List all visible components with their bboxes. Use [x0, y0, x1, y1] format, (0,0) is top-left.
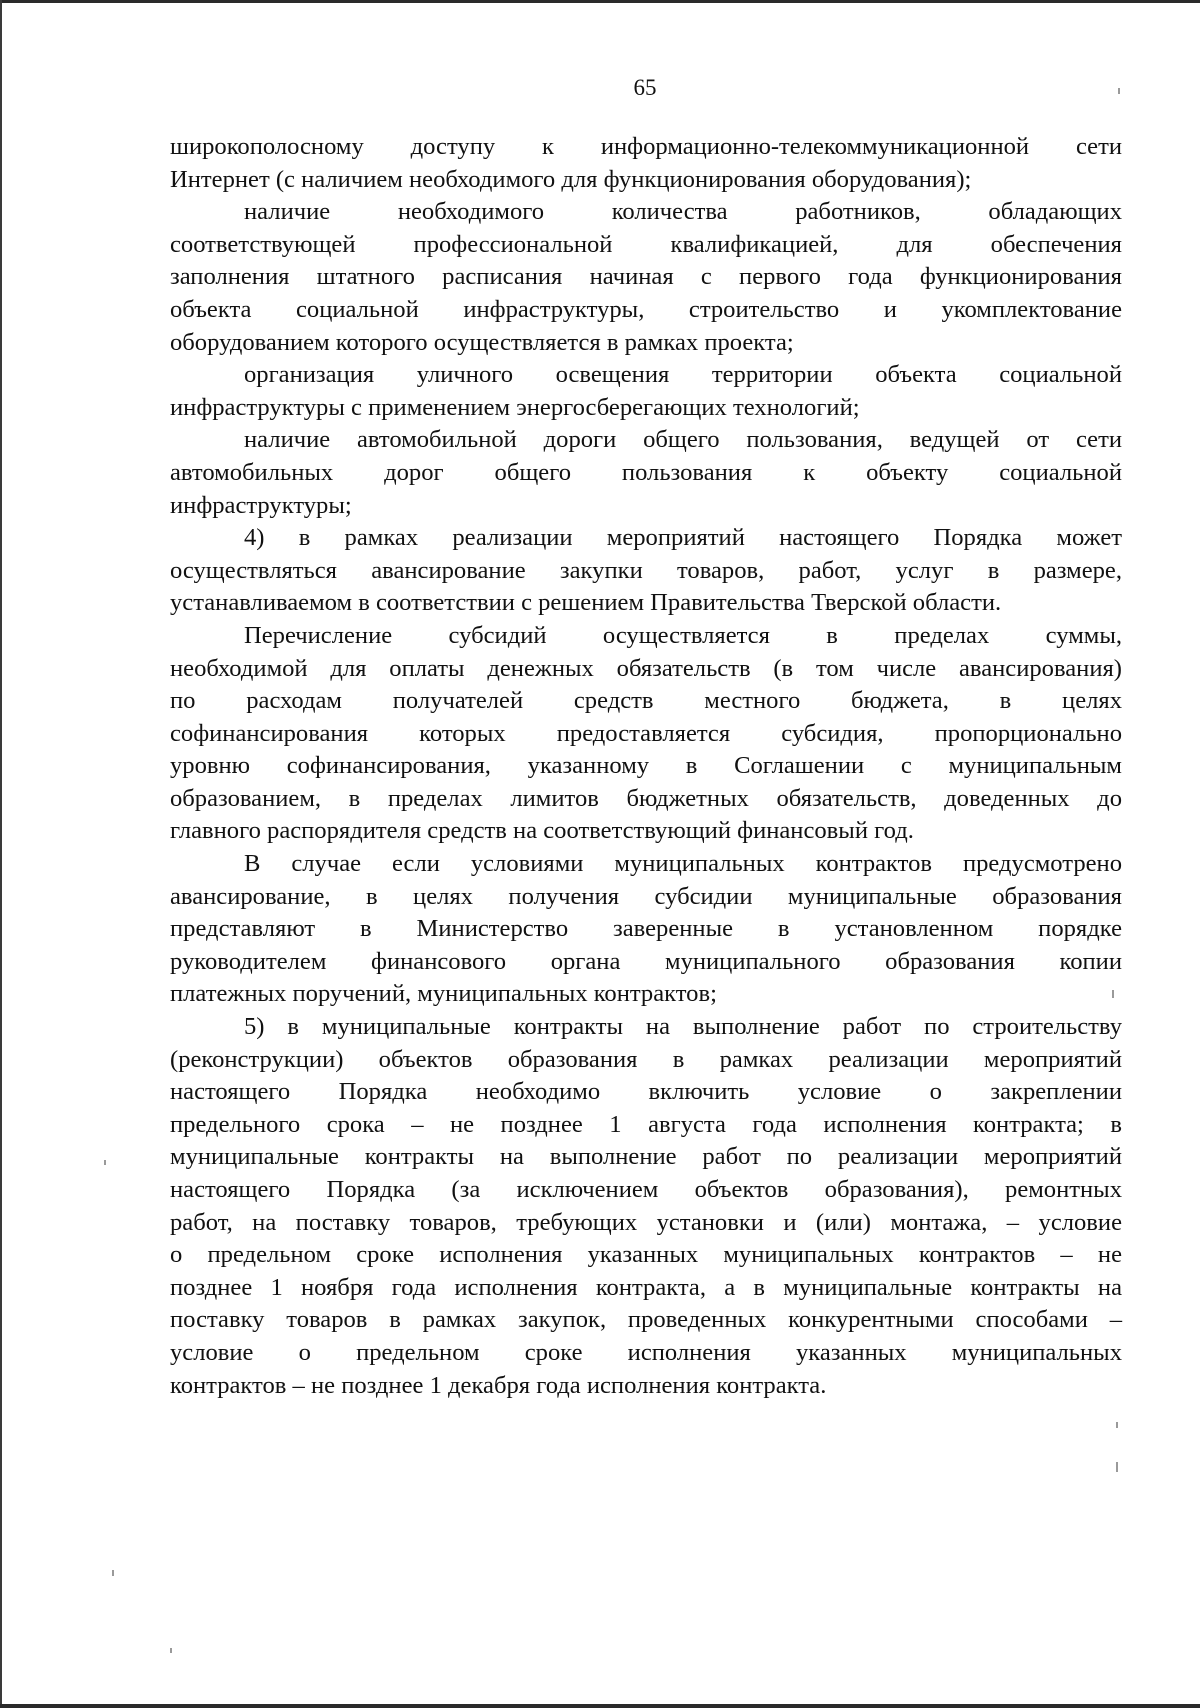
paragraph — [170, 620, 1122, 848]
text-line: предельного срока – не позднее 1 августа года исполнения контракта; в — [170, 1110, 1122, 1138]
text-line: настоящего Порядка (за исключением объектов образования), ремонтных — [170, 1176, 1122, 1203]
text-line: муниципальные контракты на выполнение работ по реализации мероприятий — [170, 1143, 1122, 1171]
text-line: заполнения штатного расписания начиная с первого года функционирования — [170, 263, 1122, 291]
text-line: объекта социальной инфраструктуры, строительство и укомплектование — [170, 295, 1122, 323]
scan-edge-bottom — [0, 1704, 1200, 1708]
text-line: настоящего Порядка необходимо включить условие о закреплении — [170, 1078, 1122, 1106]
paragraph — [170, 424, 1122, 522]
document-body — [170, 131, 1122, 1402]
text-line: оборудованием которого осуществляется в рамках проекта; — [170, 328, 794, 356]
paragraph — [170, 1011, 1122, 1402]
text-line: главного распорядителя средств на соответствующий финансовый год. — [170, 817, 914, 845]
scan-edge-left — [0, 0, 2, 1708]
text-line: наличие необходимого количества работников, обладающих — [244, 198, 1122, 226]
text-line: условие о предельном сроке исполнения указанных муниципальных — [170, 1338, 1122, 1366]
text-line: соответствующей профессиональной квалификацией, для обеспечения — [170, 230, 1122, 258]
text-line: работ, на поставку товаров, требующих установки и (или) монтажа, – условие — [170, 1208, 1122, 1236]
paragraph — [170, 196, 1122, 359]
page-number: 65 — [633, 75, 657, 100]
text-line: осуществляться авансирование закупки товаров, работ, услуг в размере, — [170, 556, 1122, 584]
text-line: 4) в рамках реализации мероприятий настоящего Порядка может — [244, 524, 1122, 552]
text-line: о предельном сроке исполнения указанных муниципальных контрактов – не — [170, 1241, 1122, 1269]
text-line: руководителем финансового органа муниципального образования копии — [170, 947, 1122, 975]
text-line: образованием, в пределах лимитов бюджетных обязательств, доведенных до — [170, 784, 1122, 812]
text-line: авансирование, в целях получения субсидии муниципальные образования — [170, 882, 1122, 910]
text-line: позднее 1 ноября года исполнения контракта, а в муниципальные контракты на — [170, 1273, 1122, 1301]
text-line: по расходам получателей средств местного бюджета, в целях — [170, 687, 1122, 715]
text-line: Перечисление субсидий осуществляется в пределах суммы, — [244, 621, 1122, 649]
text-line: контрактов – не позднее 1 декабря года исполнения контракта. — [170, 1371, 827, 1399]
text-line: софинансирования которых предоставляется субсидия, пропорционально — [170, 719, 1122, 747]
text-line: 5) в муниципальные контракты на выполнение работ по строительству — [244, 1013, 1122, 1041]
text-line: инфраструктуры с применением энергосберегающих технологий; — [170, 393, 860, 421]
text-line: В случае если условиями муниципальных контрактов предусмотрено — [244, 850, 1122, 878]
paragraph — [170, 522, 1122, 620]
text-line: широкополосному доступу к информационно-телекоммуникационной сети — [170, 133, 1122, 160]
text-line: автомобильных дорог общего пользования к объекту социальной — [170, 458, 1122, 486]
text-line: Интернет (с наличием необходимого для функционирования оборудования); — [170, 165, 972, 193]
text-line: платежных поручений, муниципальных контрактов; — [170, 980, 717, 1008]
paragraph — [170, 359, 1122, 424]
text-line: организация уличного освещения территории объекта социальной — [244, 361, 1122, 389]
text-line: представляют в Министерство заверенные в установленном порядке — [170, 915, 1122, 943]
text-line: поставку товаров в рамках закупок, проведенных конкурентными способами – — [170, 1306, 1122, 1334]
scan-edge-top — [0, 0, 1200, 3]
paragraph — [170, 848, 1122, 1011]
text-line: наличие автомобильной дороги общего пользования, ведущей от сети — [244, 426, 1122, 454]
text-line: (реконструкции) объектов образования в рамках реализации мероприятий — [170, 1045, 1122, 1073]
paragraph — [170, 131, 1122, 196]
text-line: устанавливаемом в соответствии с решением Правительства Тверской области. — [170, 589, 1002, 617]
text-line: инфраструктуры; — [170, 491, 352, 519]
text-line: необходимой для оплаты денежных обязательств (в том числе авансирования) — [170, 654, 1122, 682]
text-line: уровню софинансирования, указанному в Соглашении с муниципальным — [170, 752, 1122, 780]
